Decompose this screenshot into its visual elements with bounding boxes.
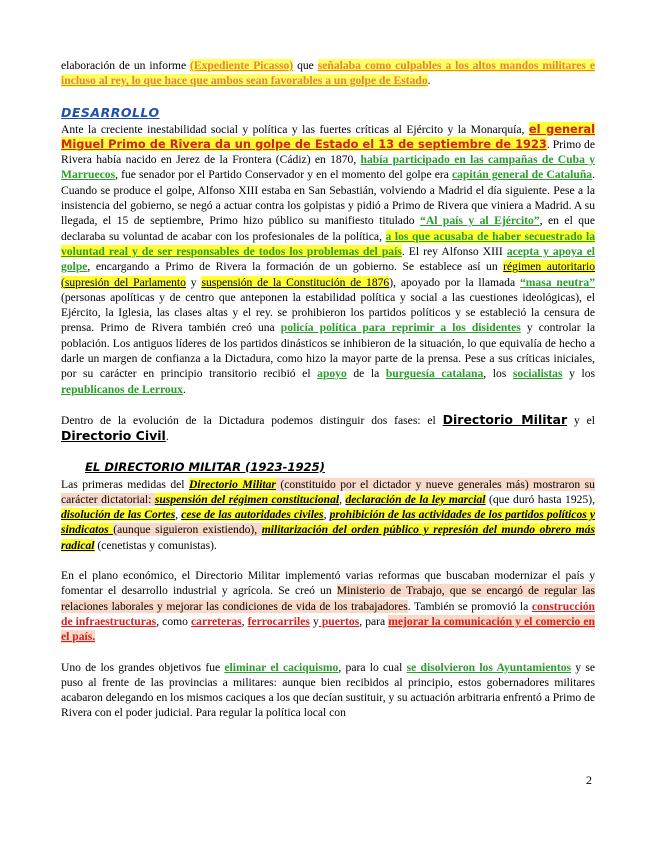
highlight-socialistas: socialistas — [512, 367, 563, 381]
paragraph-economia — [61, 568, 595, 644]
highlight-suspension-constitucion: suspensión de la Constitución de 1876 — [201, 275, 390, 289]
highlight-ministerio-trabajo: Ministerio de Trabajo — [336, 584, 442, 598]
text: (que duró hasta 1925), — [485, 492, 595, 506]
highlight-caciquismo: eliminar el caciquismo — [224, 660, 339, 674]
text: , para lo cual — [338, 660, 407, 674]
highlight-carreteras: carreteras — [191, 614, 242, 628]
highlight-apoyo: apoyo — [317, 367, 347, 381]
highlight-ley-marcial: declaración de la ley marcial — [345, 492, 486, 506]
text: ), apoyado por la llamada — [389, 275, 520, 289]
highlight-directorio-civil: Directorio Civil — [61, 428, 166, 444]
highlight-puertos: puertos — [318, 614, 360, 628]
highlight-infraestructuras: construcción de infraestructuras — [61, 599, 596, 628]
highlight-masa-neutra: “masa neutra” — [519, 275, 596, 289]
highlight-suspension-regimen: suspensión del régimen constitucional — [154, 492, 340, 506]
text: y — [185, 275, 202, 289]
text: (personas apolíticas y de centro que anteponen la estabilidad política y social a las cuestiones ideológicas), el Ejército, la Iglesia, las clases altas y el rey. se prohibieron los partidos políticos y se estableció la censura de prensa. Primo de Rivera también creó una — [61, 290, 595, 335]
highlight-culpables: señalaba como culpables a los altos mandos militares e incluso al rey, lo que hace que ambos sean favorables a un golpe de Estado — [61, 59, 595, 88]
text: y los — [562, 367, 595, 381]
highlight-capitan-general: capitán general de Cataluña — [451, 168, 593, 182]
text: , — [241, 614, 248, 628]
text: , — [323, 508, 330, 522]
highlight-disolucion-cortes: disolución de las Cortes — [61, 508, 176, 522]
text: (aunque siguieron existiendo), — [113, 523, 262, 537]
page-number: 2 — [586, 773, 592, 787]
text: . Cuando se produce el golpe, Alfonso XIII estaba en San Sebastián, volviendo a Madrid el día siguiente. Pese a la insistencia del gobierno, se negó a actuar contra los golpistas y pidió a Primo de Rivera que viniera a Madrid. A su llegada, el 15 de septiembre, Primo hizo público su manifiesto titulado — [61, 168, 595, 228]
text: , — [339, 492, 346, 506]
text: Las primeras medidas del — [61, 477, 189, 491]
highlight-ferrocarriles: ferrocarriles — [247, 614, 310, 628]
text: , los — [483, 367, 513, 381]
highlight-militarizacion: militarización del orden público y represión del mundo obrero más radical — [61, 523, 595, 552]
text: , en el que declaraba su voluntad de acabar con los profesionales de la política, — [61, 214, 595, 243]
highlight-golpe-de-estado: el general Miguel Primo de Rivera da un golpe de Estado el 13 de septiembre de 1923 — [61, 121, 595, 151]
text: y — [309, 614, 319, 628]
text: , fue senador por el Partido Conservador y en el momento del golpe era — [115, 168, 452, 182]
text: elaboración de un informe — [61, 59, 191, 72]
highlight-directorio-militar: Directorio Militar — [442, 411, 568, 427]
highlight-acusacion: a los que acusaba de haber secuestrado la voluntad real y de ser responsables de todos los problemas del país — [61, 229, 595, 258]
text: y el — [567, 413, 595, 427]
document-page — [61, 58, 595, 721]
text: y se puso al frente de las provincias a militares: aunque bien recibidos al principio, estos gobernadores militares acabaron delegando en los mismos caciques a los que decían sustituir, y su actuación arbitraria enfrentó a Primo de Rivera con el poder judicial. Para regular la política local con — [61, 660, 596, 720]
highlight-directorio: Directorio Militar — [189, 477, 276, 491]
highlight-acepta-golpe: acepta y apoya el golpe — [61, 244, 595, 274]
text: Ante la creciente inestabilidad social y política y las fuertes críticas al Ejército y la Monarquía, — [61, 122, 529, 136]
highlight-burguesia: burguesía catalana — [385, 367, 484, 381]
highlight-policia-politica: policía política para reprimir a los disidentes — [280, 321, 521, 335]
text: , encargando a Primo de Rivera la formación de un gobierno. Se establece así un — [87, 260, 504, 274]
highlight-republicanos: republicanos de Lerroux — [61, 382, 183, 396]
text: . También se promovió la — [407, 599, 532, 613]
text: . Primo de Rivera había nacido en Jerez de la Frontera (Cádiz) en 1870, — [61, 137, 595, 167]
text: , para — [359, 614, 389, 628]
highlight-prohibicion-partidos: prohibición de las actividades de los partidos políticos y sindicatos — [61, 508, 596, 537]
text: . El rey Alfonso XIII — [401, 244, 507, 258]
highlight-expediente-picasso: (Expediente Picasso) — [190, 59, 294, 72]
text: , que se encargó de regular las relaciones laborales y mejorar las condiciones de vida de los trabajadores — [61, 584, 595, 613]
text: . — [182, 382, 186, 396]
highlight-manifiesto: “Al país y al Ejército” — [420, 214, 540, 228]
paragraph-directorio-militar — [61, 477, 595, 553]
text: , como — [156, 614, 192, 628]
text: (constituido por el dictador y nueve generales más) mostraron su carácter dictatorial: — [61, 477, 595, 506]
highlight-comunicacion: mejorar la comunicación y el comercio en el país. — [61, 614, 595, 644]
text: de la — [346, 367, 386, 381]
text: . — [165, 430, 169, 444]
text: Uno de los grandes objetivos fue — [61, 660, 225, 674]
text: que — [293, 59, 318, 72]
text: . — [427, 74, 431, 88]
highlight-campanas: había participado en las campañas de Cuba y Marruecos — [61, 153, 595, 182]
highlight-ayuntamientos: se disolvieron los Ayuntamientos — [406, 660, 572, 674]
paragraph-desarrollo — [61, 122, 595, 397]
paragraph-caciquismo — [61, 660, 595, 721]
text: En el plano económico, el Directorio Militar implementó varias reformas que buscaban modernizar el país y fomentar el desarrollo industrial y agrícola. Se creó un — [61, 569, 595, 598]
text: Dentro de la evolución de la Dictadura podemos distinguir dos fases: el — [61, 413, 443, 427]
paragraph-fases — [61, 412, 595, 445]
heading-directorio-militar: EL DIRECTORIO MILITAR (1923-1925) — [85, 459, 325, 474]
text: y controlar la población. Los antiguos líderes de los partidos dinásticos se inhibieron de la situación, lo que equivalía de hecho a darle un margen de confianza a la Dictadura, como hizo la mayor parte de la prensa. Pese a sus críticas iniciales, por su carácter en principio transitorio recibió el — [61, 321, 595, 381]
text: , — [175, 508, 182, 522]
heading-desarrollo: DESARROLLO — [61, 104, 160, 120]
paragraph-intro — [61, 58, 595, 89]
highlight-regimen-autoritario: régimen autoritario (supresión del Parlamento — [61, 260, 595, 289]
highlight-cese-autoridades: cese de las autoridades civiles — [181, 508, 324, 522]
text: (cenetistas y comunistas). — [94, 538, 217, 552]
